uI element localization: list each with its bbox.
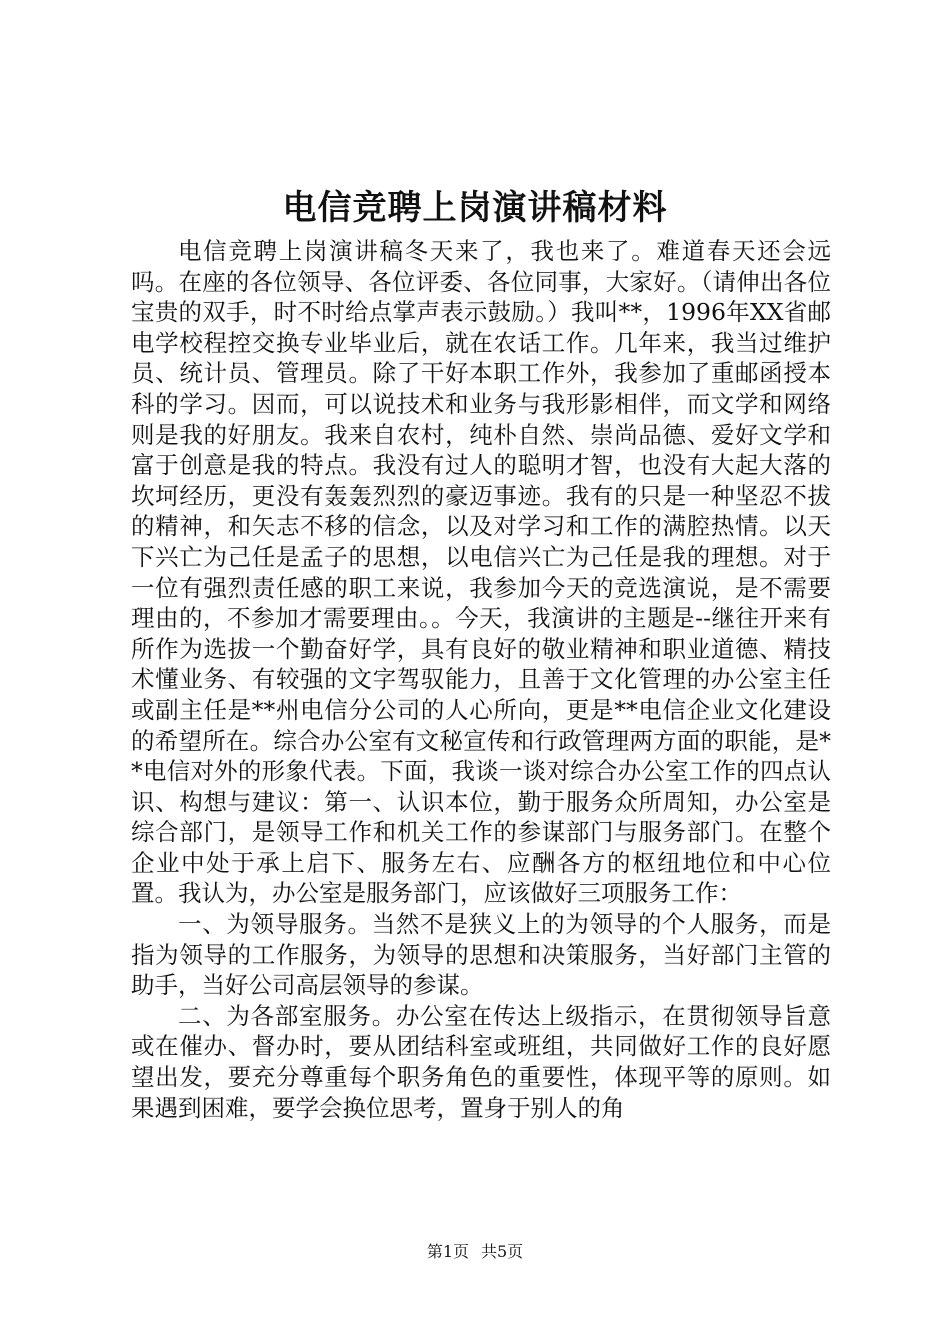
document-title: 电信竞聘上岗演讲稿材料 [282,188,668,228]
paragraph-serve-leaders: 一、为领导服务。当然不是狭义上的为领导的个人服务，而是指为领导的工作服务，为领导的思想和决策服务，当好部门主管的助手，当好公司高层领导的参谋。 [131,910,831,1000]
page-total: 共5页 [481,1242,524,1261]
page-number: 第1页 [426,1242,469,1261]
paragraph-intro: 电信竞聘上岗演讲稿冬天来了，我也来了。难道春天还会远吗。在座的各位领导、各位评委、各位同事，大家好。（请伸出各位宝贵的双手，时不时给点掌声表示鼓励。）我叫**，1996年XX省邮电学校程控交换专业毕业后，就在农话工作。几年来，我当过维护员、统计员、管理员。除了干好本职工作外，我参加了重邮函授本科的学习。因而，可以说技术和业务与我形影相伴，而文学和网络则是我的好朋友。我来自农村，纯朴自然、崇尚品德、爱好文学和富于创意是我的特点。我没有过人的聪明才智，也没有大起大落的坎坷经历，更没有轰轰烈烈的豪迈事迹。我有的只是一种坚忍不拔的精神，和矢志不移的信念，以及对学习和工作的满腔热情。以天下兴亡为己任是孟子的思想，以电信兴亡为己任是我的理想。对于一位有强烈责任感的职工来说，我参加今天的竞选演说，是不需要理由的，不参加才需要理由。。今天，我演讲的主题是--继往开来有所作为选拔一个勤奋好学，具有良好的敬业精神和职业道德、精技术懂业务、有较强的文字驾驭能力，且善于文化管理的办公室主任或副主任是**州电信分公司的人心所向，更是**电信企业文化建设的希望所在。综合办公室有文秘宣传和行政管理两方面的职能，是**电信对外的形象代表。下面，我谈一谈对综合办公室工作的四点认识、构想与建议：第一、认识本位，勤于服务众所周知，办公室是综合部门，是领导工作和机关工作的参谋部门与服务部门。在整个企业中处于承上启下、服务左右、应酬各方的枢纽地位和中心位置。我认为，办公室是服务部门，应该做好三项服务工作： [131,237,831,908]
paragraph-serve-departments: 二、为各部室服务。办公室在传达上级指示，在贯彻领导旨意或在催办、督办时，要从团结科室或班组，共同做好工作的良好愿望出发，要充分尊重每个职务角色的重要性，体现平等的原则。如果遇到困难，要学会换位思考，置身于别人的角 [131,1001,831,1122]
page-footer [0,1242,950,1262]
document-body [131,236,831,1123]
